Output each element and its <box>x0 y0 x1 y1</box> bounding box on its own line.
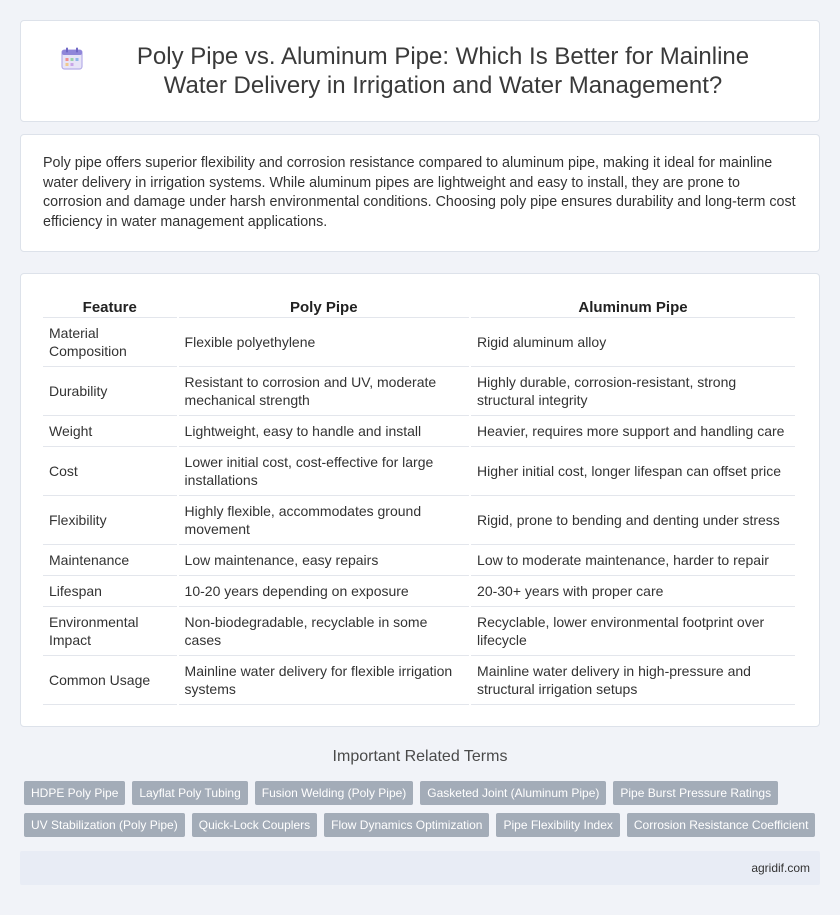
aluminum-cell: Highly durable, corrosion-resistant, strong structural integrity <box>471 367 795 416</box>
aluminum-cell: Rigid aluminum alloy <box>471 318 795 367</box>
poly-cell: Low maintenance, easy repairs <box>179 545 469 576</box>
table-row <box>43 545 795 576</box>
aluminum-cell: 20-30+ years with proper care <box>471 576 795 607</box>
comparison-table-card <box>20 273 820 727</box>
header-feature: Feature <box>43 291 177 318</box>
feature-cell: Lifespan <box>43 576 177 607</box>
feature-cell: Material Composition <box>43 318 177 367</box>
footer <box>20 851 820 885</box>
header-poly-pipe: Poly Pipe <box>179 291 469 318</box>
feature-cell: Weight <box>43 416 177 447</box>
tag-pipe-flexibility-index[interactable]: Pipe Flexibility Index <box>496 813 619 837</box>
aluminum-cell: Recyclable, lower environmental footprint over lifecycle <box>471 607 795 656</box>
table-row <box>43 416 795 447</box>
poly-cell: Resistant to corrosion and UV, moderate mechanical strength <box>179 367 469 416</box>
related-terms-title: Important Related Terms <box>332 748 508 765</box>
feature-cell: Durability <box>43 367 177 416</box>
poly-cell: Flexible polyethylene <box>179 318 469 367</box>
poly-cell: Non-biodegradable, recyclable in some cases <box>179 607 469 656</box>
comparison-table <box>41 291 797 705</box>
table-row <box>43 447 795 496</box>
footer-site-link[interactable]: agridif.com <box>751 861 810 875</box>
page-title: Poly Pipe vs. Aluminum Pipe: Which Is Better for Mainline Water Delivery in Irrigation and Water Management? <box>136 43 750 99</box>
intro-card <box>20 134 820 252</box>
table-row <box>43 318 795 367</box>
poly-cell: Lightweight, easy to handle and install <box>179 416 469 447</box>
table-row <box>43 656 795 705</box>
tag-gasketed-joint[interactable]: Gasketed Joint (Aluminum Pipe) <box>420 781 606 805</box>
poly-cell: 10-20 years depending on exposure <box>179 576 469 607</box>
feature-cell: Common Usage <box>43 656 177 705</box>
aluminum-cell: Heavier, requires more support and handling care <box>471 416 795 447</box>
feature-cell: Cost <box>43 447 177 496</box>
tag-corrosion-resistance[interactable]: Corrosion Resistance Coefficient <box>627 813 816 837</box>
tag-layflat-poly-tubing[interactable]: Layflat Poly Tubing <box>132 781 247 805</box>
table-header-row <box>43 291 795 318</box>
header-aluminum-pipe: Aluminum Pipe <box>471 291 795 318</box>
poly-cell: Highly flexible, accommodates ground movement <box>179 496 469 545</box>
feature-cell: Environmental Impact <box>43 607 177 656</box>
intro-text: Poly pipe offers superior flexibility and corrosion resistance compared to aluminum pipe, making it ideal for mainline water delivery in irrigation systems. While aluminum pipes are lightweight and easy to install, they are prone to corrosion and damage under harsh environmental conditions. Choosing poly pipe ensures durability and long-term cost efficiency in water management applications. <box>43 155 796 230</box>
feature-cell: Maintenance <box>43 545 177 576</box>
tag-quick-lock-couplers[interactable]: Quick-Lock Couplers <box>192 813 317 837</box>
tag-flow-dynamics[interactable]: Flow Dynamics Optimization <box>324 813 489 837</box>
table-row <box>43 576 795 607</box>
tag-fusion-welding[interactable]: Fusion Welding (Poly Pipe) <box>255 781 414 805</box>
tag-pipe-burst-pressure[interactable]: Pipe Burst Pressure Ratings <box>613 781 778 805</box>
tag-uv-stabilization[interactable]: UV Stabilization (Poly Pipe) <box>24 813 185 837</box>
poly-cell: Lower initial cost, cost-effective for large installations <box>179 447 469 496</box>
title-card <box>20 20 820 122</box>
related-tags-row-1 <box>24 781 778 805</box>
related-tags-row-2 <box>24 813 815 837</box>
aluminum-cell: Rigid, prone to bending and denting under stress <box>471 496 795 545</box>
table-row <box>43 367 795 416</box>
table-row <box>43 607 795 656</box>
feature-cell: Flexibility <box>43 496 177 545</box>
aluminum-cell: Low to moderate maintenance, harder to repair <box>471 545 795 576</box>
tag-hdpe-poly-pipe[interactable]: HDPE Poly Pipe <box>24 781 125 805</box>
table-row <box>43 496 795 545</box>
aluminum-cell: Mainline water delivery in high-pressure and structural irrigation setups <box>471 656 795 705</box>
aluminum-cell: Higher initial cost, longer lifespan can offset price <box>471 447 795 496</box>
poly-cell: Mainline water delivery for flexible irrigation systems <box>179 656 469 705</box>
calendar-icon <box>60 46 86 72</box>
